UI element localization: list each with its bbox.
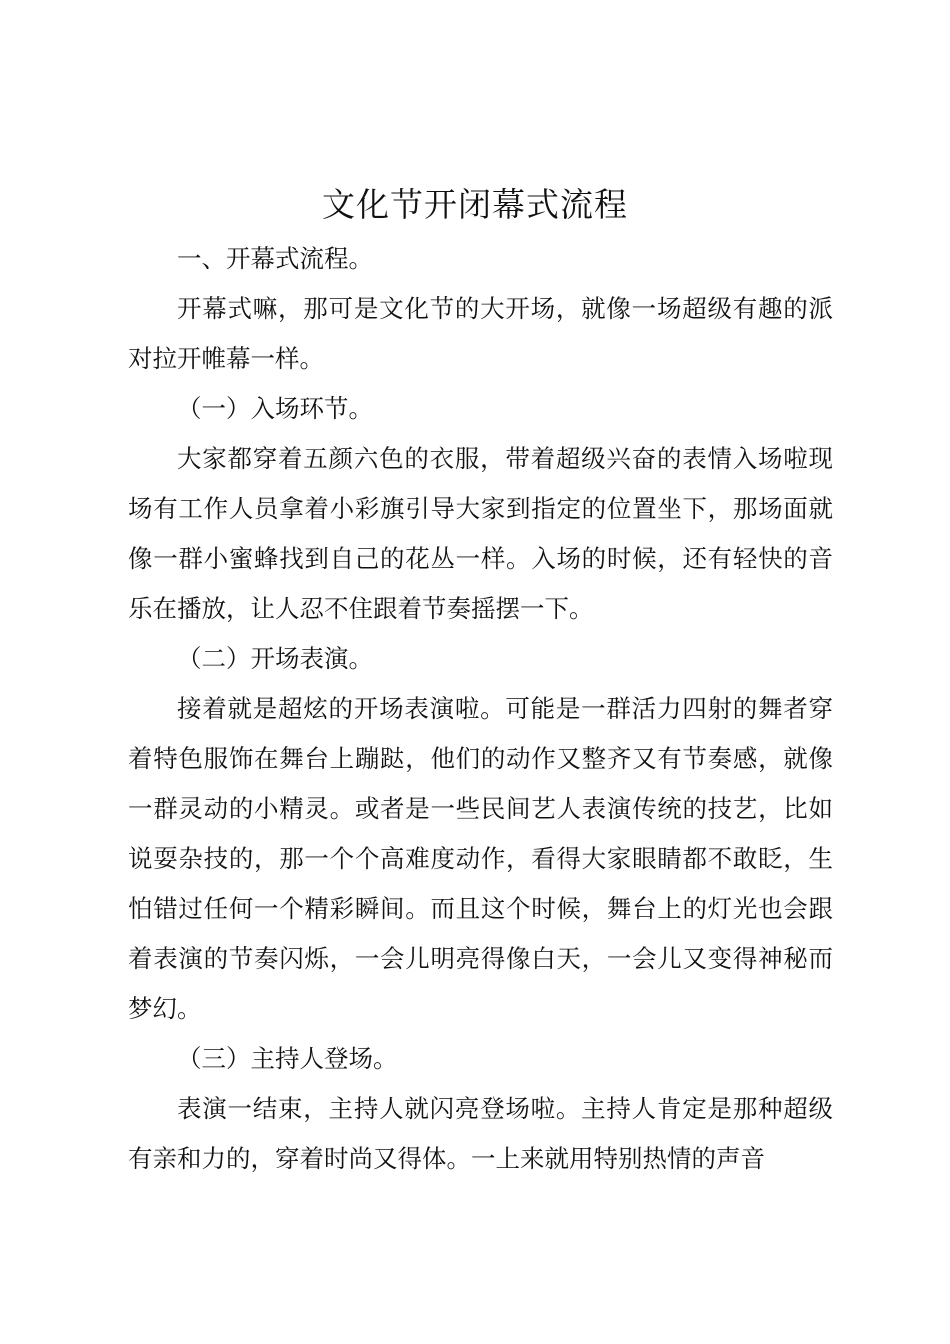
opening-performance-paragraph: 接着就是超炫的开场表演啦。可能是一群活力四射的舞者穿着特色服饰在舞台上蹦跶，他们的动作又整齐又有节奏感，就像一群灵动的小精灵。或者是一些民间艺人表演传统的技艺，比如说耍杂技的，那一个个高难度动作，看得大家眼睛都不敢眨，生怕错过任何一个精彩瞬间。而且这个时候，舞台上的灯光也会跟着表演的节奏闪烁，一会儿明亮得像白天，一会儿又变得神秘而梦幻。 xyxy=(128,694,833,1023)
entrance-paragraph: 大家都穿着五颜六色的衣服，带着超级兴奋的表情入场啦现场有工作人员拿着小彩旗引导大家到指定的位置坐下，那场面就像一群小蜜蜂找到自己的花丛一样。入场的时候，还有轻快的音乐在播放，让人忍不住跟着节奏摇摆一下。 xyxy=(128,444,833,623)
host-entrance-paragraph: 表演一结束，主持人就闪亮登场啦。主持人肯定是那种超级有亲和力的，穿着时尚又得体。一上来就用特别热情的声音 xyxy=(128,1094,833,1173)
subsection-heading-host-entrance: （三）主持人登场。 xyxy=(177,1044,398,1073)
subsection-heading-entrance: （一）入场环节。 xyxy=(177,394,373,423)
subsection-heading-opening-performance: （二）开场表演。 xyxy=(177,644,373,673)
intro-paragraph: 开幕式嘛，那可是文化节的大开场，就像一场超级有趣的派对拉开帷幕一样。 xyxy=(128,294,833,373)
document-title: 文化节开闭幕式流程 xyxy=(322,185,628,224)
section-heading-opening-ceremony: 一、开幕式流程。 xyxy=(177,244,373,273)
document-body xyxy=(128,234,833,1184)
